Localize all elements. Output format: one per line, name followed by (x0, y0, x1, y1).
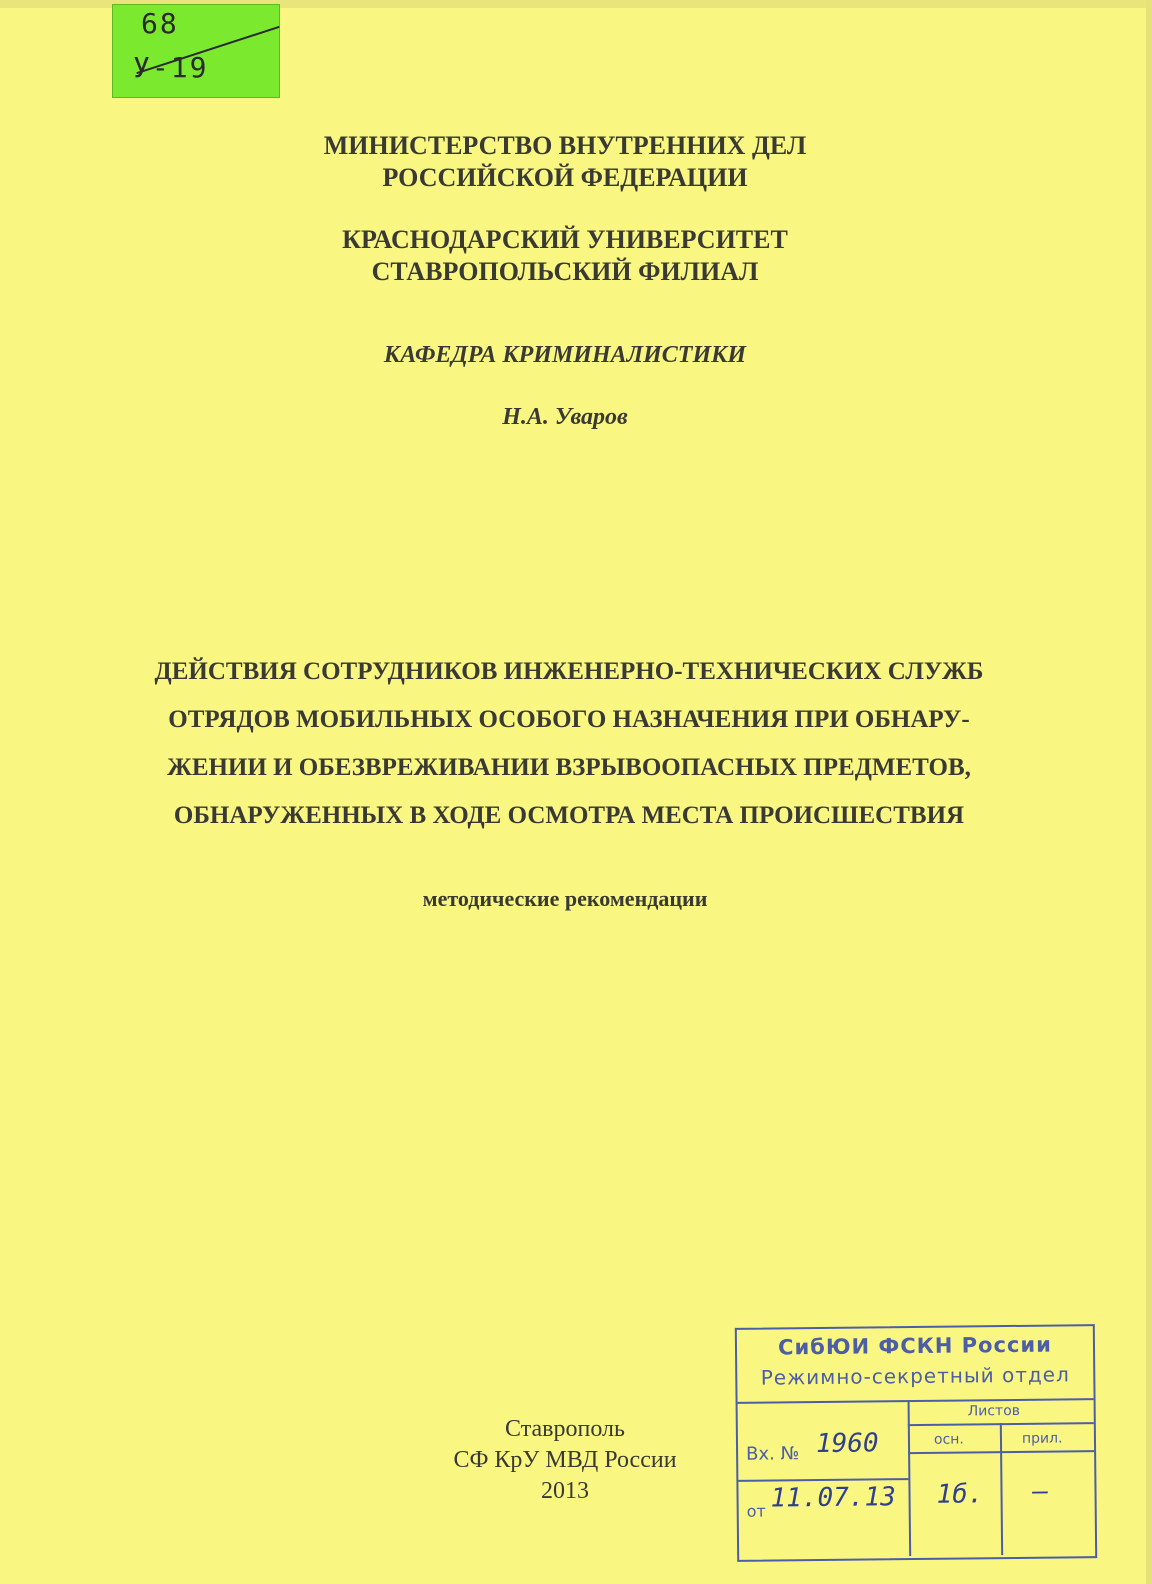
sticker-code-line2: У-19 (133, 51, 209, 84)
library-sticker (112, 4, 280, 98)
stamp-attach-value: — (1032, 1476, 1049, 1507)
title-line-4: ОБНАРУЖЕННЫХ В ХОДЕ ОСМОТРА МЕСТА ПРОИСШЕСТВИЯ (173, 802, 965, 829)
stamp-divider (1000, 1423, 1003, 1555)
stamp-sheets-label: Листов (967, 1402, 1021, 1420)
stamp-attach-label: прил. (1021, 1430, 1063, 1447)
imprint-publisher: СФ КрУ МВД России (453, 1447, 677, 1473)
title-line-2: ОТРЯДОВ МОБИЛЬНЫХ ОСОБОГО НАЗНАЧЕНИЯ ПРИ ОБНАРУ- (168, 706, 970, 733)
sticker-code-line1: 68 (141, 7, 179, 40)
stamp-dept: Режимно-секретный отдел (760, 1362, 1070, 1390)
ministry-name (0, 130, 1130, 194)
stamp-own-value: 1б. (936, 1479, 984, 1510)
document-title (64, 648, 1074, 840)
registration-stamp (735, 1324, 1097, 1562)
stamp-divider (738, 1398, 1094, 1404)
ministry-line-1: МИНИСТЕРСТВО ВНУТРЕННИХ ДЕЛ (323, 131, 807, 160)
author-name: Н.А. Уваров (502, 404, 628, 430)
document-genre: методические рекомендации (422, 886, 708, 911)
stamp-divider (738, 1478, 908, 1482)
university-line-1: КРАСНОДАРСКИЙ УНИВЕРСИТЕТ (342, 225, 788, 254)
imprint-city: Ставрополь (505, 1416, 625, 1442)
stamp-org: СибЮИ ФСКН России (777, 1332, 1052, 1360)
page-edge-right (1146, 0, 1152, 1584)
ministry-line-2: РОССИЙСКОЙ ФЕДЕРАЦИИ (382, 163, 748, 192)
title-line-1: ДЕЙСТВИЯ СОТРУДНИКОВ ИНЖЕНЕРНО-ТЕХНИЧЕСКИХ СЛУЖБ (154, 658, 984, 685)
department-name: КАФЕДРА КРИМИНАЛИСТИКИ (383, 342, 747, 368)
stamp-in-label: Вх. № (745, 1443, 800, 1465)
imprint-year: 2013 (541, 1478, 589, 1504)
stamp-date: 11.07.13 (770, 1482, 896, 1514)
university-name (0, 224, 1130, 288)
stamp-own-label: осн. (933, 1431, 964, 1448)
stamp-from-label: от (746, 1501, 766, 1521)
stamp-in-number: 1960 (815, 1428, 879, 1460)
university-line-2: СТАВРОПОЛЬСКИЙ ФИЛИАЛ (371, 257, 759, 286)
title-line-3: ЖЕНИИ И ОБЕЗВРЕЖИВАНИИ ВЗРЫВООПАСНЫХ ПРЕДМЕТОВ, (167, 754, 971, 781)
